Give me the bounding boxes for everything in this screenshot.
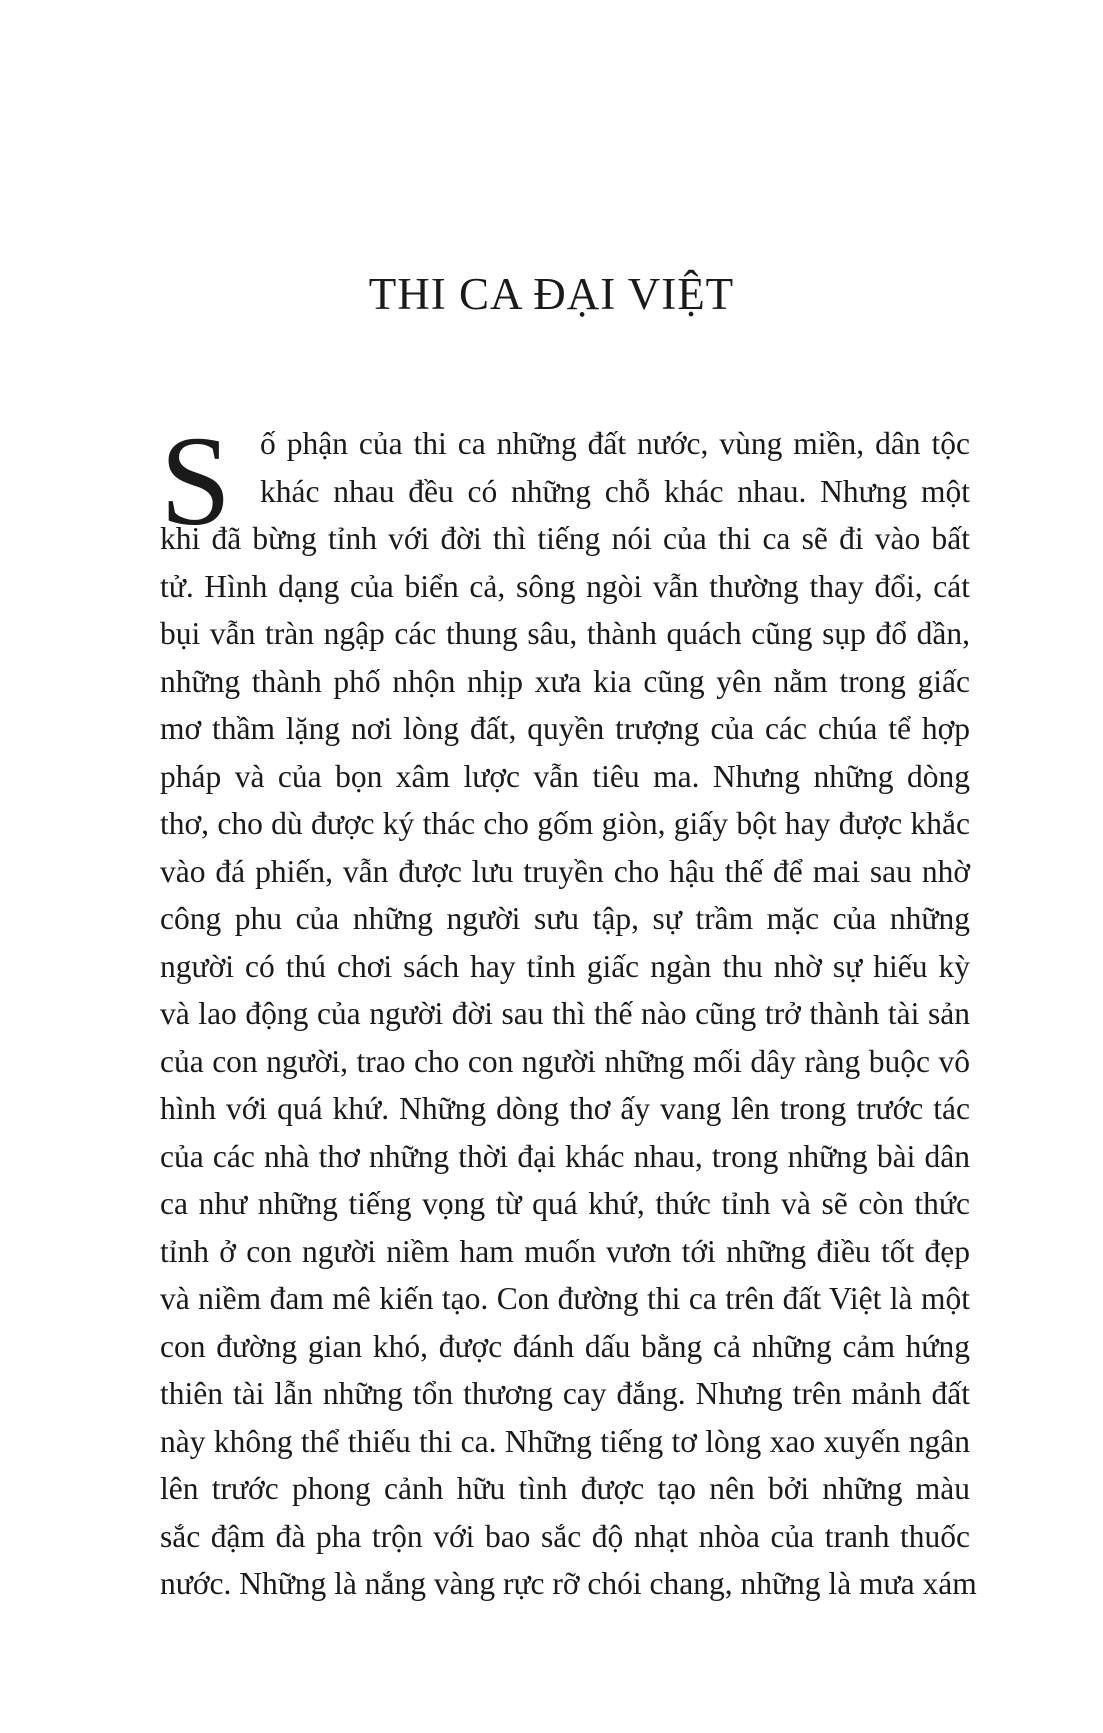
text-line: và niềm đam mê kiến tạo. Con đường thi ca trên đất Việt là một [160, 1281, 970, 1316]
text-line: nước. Những là nắng vàng rực rỡ chói chang, những là mưa xám [160, 1566, 977, 1601]
text-line: những thành phố nhộn nhịp xưa kia cũng yên nằm trong giấc [160, 663, 970, 699]
text-line: hình với quá khứ. Những dòng thơ ấy vang lên trong trước tác [160, 1091, 970, 1126]
text-line: của các nhà thơ những thời đại khác nhau, trong những bài dân [160, 1138, 970, 1174]
drop-cap: S [160, 410, 232, 552]
text-line: khác nhau đều có những chỗ khác nhau. Nhưng một [260, 473, 970, 509]
text-line: lên trước phong cảnh hữu tình được tạo nên bởi những màu [160, 1471, 970, 1506]
text-line: khi đã bừng tỉnh với đời thì tiếng nói của thi ca sẽ đi vào bất [160, 521, 970, 556]
text-line: người có thú chơi sách hay tỉnh giấc ngàn thu nhờ sự hiếu kỳ [160, 948, 970, 984]
text-line: bụi vẫn tràn ngập các thung sâu, thành quách cũng sụp đổ dần, [160, 616, 970, 651]
text-line: mơ thầm lặng nơi lòng đất, quyền trượng của các chúa tể hợp [160, 711, 970, 746]
text-line: vào đá phiến, vẫn được lưu truyền cho hậu thế để mai sau nhờ [160, 853, 970, 889]
text-line: con đường gian khó, được đánh dấu bằng cả những cảm hứng [160, 1328, 970, 1364]
text-line: thiên tài lẫn những tổn thương cay đắng. Nhưng trên mảnh đất [160, 1376, 970, 1411]
text-line: sắc đậm đà pha trộn với bao sắc độ nhạt nhòa của tranh thuốc [160, 1518, 970, 1554]
chapter-title: THI CA ĐẠI VIỆT [368, 269, 735, 319]
text-line: công phu của những người sưu tập, sự trầm mặc của những [160, 901, 970, 936]
body-paragraph [160, 420, 977, 1608]
text-line: tỉnh ở con người niềm ham muốn vươn tới những điều tốt đẹp [160, 1233, 970, 1269]
text-line: này không thể thiếu thi ca. Những tiếng tơ lòng xao xuyến ngân [160, 1423, 970, 1459]
text-line: thơ, cho dù được ký thác cho gốm giòn, giấy bột hay được khắc [160, 806, 970, 841]
text-line: của con người, trao cho con người những mối dây ràng buộc vô [160, 1043, 970, 1079]
text-line: ca như những tiếng vọng từ quá khứ, thức tỉnh và sẽ còn thức [160, 1186, 970, 1221]
text-line: tử. Hình dạng của biển cả, sông ngòi vẫn thường thay đổi, cát [160, 568, 970, 604]
text-line: và lao động của người đời sau thì thế nào cũng trở thành tài sản [160, 996, 970, 1031]
text-line: ố phận của thi ca những đất nước, vùng miền, dân tộc [260, 426, 970, 461]
text-line: pháp và của bọn xâm lược vẫn tiêu ma. Nhưng những dòng [160, 758, 970, 794]
